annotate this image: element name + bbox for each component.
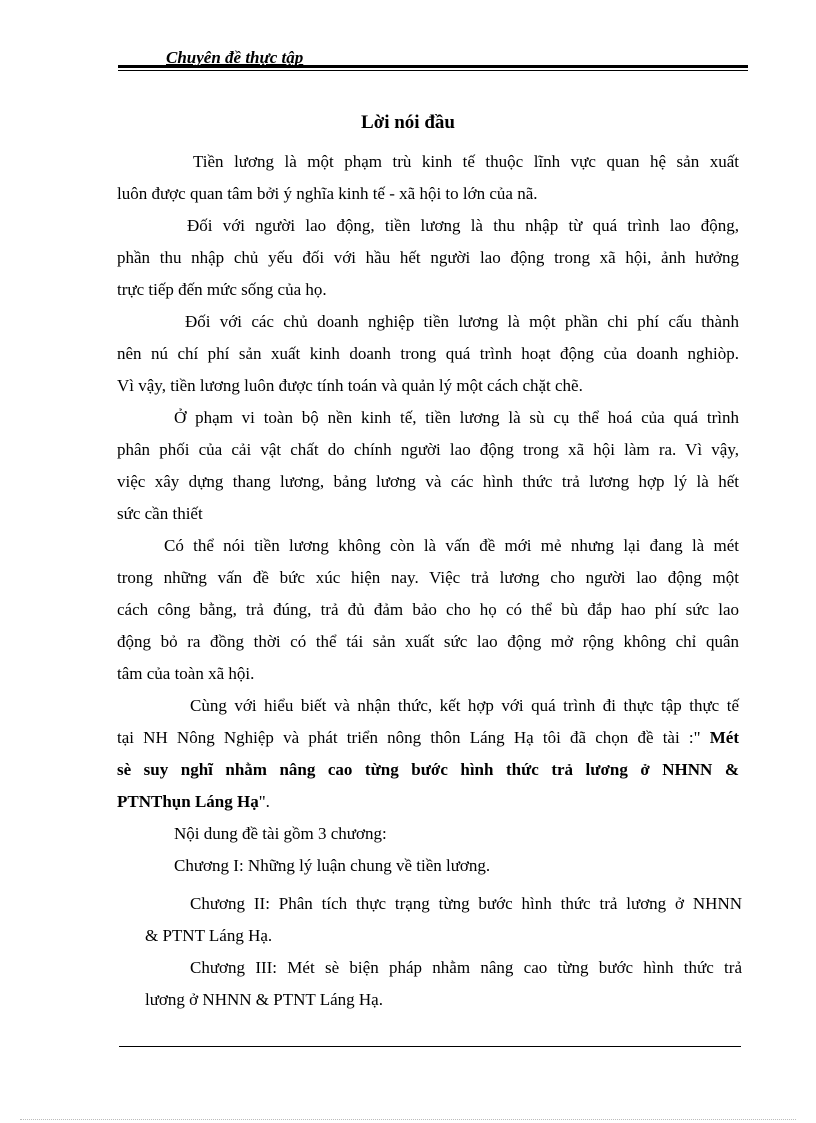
paragraph-10: [145, 952, 742, 1016]
text-span: tại NH Nông Nghiệp và phát triển nông thôn Láng Hạ tôi đã chọn đề tài :": [117, 728, 701, 747]
text-line: Chương III: Mét sè biện pháp nhằm nâng cao từng bước hình thức trả: [190, 958, 742, 977]
text-line: trực tiếp đến mức sống của họ.: [117, 280, 327, 299]
text-line: Ở phạm vi toàn bộ nền kinh tế, tiền lương là sù cụ thể hoá của quá trình: [174, 408, 739, 427]
text-line: trong những vấn đề bức xúc hiện nay. Việc trả lương cho người lao động một: [117, 568, 739, 587]
text-line: phân phối của cải vật chất do chính người lao động trong xã hội làm ra. Vì vậy,: [117, 440, 739, 459]
text-line: Vì vậy, tiền lương luôn được tính toán và quản lý một cách chặt chẽ.: [117, 376, 583, 395]
text-line: nên nú chí phí sản xuất kinh doanh trong quá trình hoạt động của doanh nghiòp.: [117, 344, 739, 363]
text-line: tâm của toàn xã hội.: [117, 664, 255, 683]
paragraph-3: [117, 306, 739, 402]
text-line: sức cần thiết: [117, 504, 203, 523]
text-line: Cùng với hiểu biết và nhận thức, kết hợp với quá trình đi thực tập thực tế: [190, 696, 739, 715]
paragraph-2: [117, 210, 739, 306]
footer-rule: [119, 1046, 741, 1047]
text-line-bold: sè suy nghĩ nhằm nâng cao từng bước hình thức trả lương ở NHNN &: [117, 760, 739, 779]
text-line: việc xây dựng thang lương, bảng lương và các hình thức trả lương hợp lý là hết: [117, 472, 739, 491]
text-line: Có thể nói tiền lương không còn là vấn đề mới mẻ nhưng lại đang là mét: [164, 536, 739, 555]
text-line: Chương II: Phân tích thực trạng từng bước hình thức trả lương ở NHNN: [190, 894, 742, 913]
paragraph-7: [117, 818, 739, 850]
text-line: [117, 786, 739, 818]
text-span-bold: Mét: [709, 728, 739, 747]
text-line: động bỏ ra đồng thời có thể tái sản xuất sức lao động mở rộng không chỉ quân: [117, 632, 739, 651]
page-heading: Lời nói đầu: [361, 112, 455, 133]
header-rule-thick: [118, 65, 748, 68]
text-line: phần thu nhập chủ yếu đối với hầu hết người lao động trong xã hội, ảnh hưởng: [117, 248, 739, 267]
text-span-bold: PTNThụn Láng Hạ: [117, 792, 259, 811]
page-bottom-dotted-edge: [20, 1119, 796, 1120]
text-line: Tiền lương là một phạm trù kinh tế thuộc lĩnh vực quan hệ sản xuất: [193, 152, 739, 171]
paragraph-1: [117, 146, 739, 210]
text-span: ".: [258, 792, 270, 811]
text-line: Nội dung đề tài gồm 3 chương:: [174, 824, 387, 843]
text-line: Đối với người lao động, tiền lương là thu nhập từ quá trình lao động,: [187, 216, 739, 235]
paragraph-5: [117, 530, 739, 690]
header-title: Chuyên đề thực tập: [166, 48, 304, 67]
text-line: lương ở NHNN & PTNT Láng Hạ.: [145, 990, 383, 1009]
text-line: [117, 722, 739, 754]
text-line: Chương I: Những lý luận chung về tiền lương.: [174, 856, 491, 875]
paragraph-9: [145, 888, 742, 952]
paragraph-4: [117, 402, 739, 530]
text-line: cách công bằng, trả đúng, trả đủ đảm bảo cho họ có thể bù đắp hao phí sức lao: [117, 600, 739, 619]
text-line: luôn được quan tâm bởi ý nghĩa kinh tế - xã hội to lớn của nã.: [117, 184, 538, 203]
paragraph-8: [117, 850, 739, 882]
text-line: Đối với các chủ doanh nghiệp tiền lương là một phần chi phí cấu thành: [185, 312, 739, 331]
text-line: & PTNT Láng Hạ.: [145, 926, 273, 945]
paragraph-6: [117, 690, 739, 818]
header-rule-thin: [118, 70, 748, 71]
